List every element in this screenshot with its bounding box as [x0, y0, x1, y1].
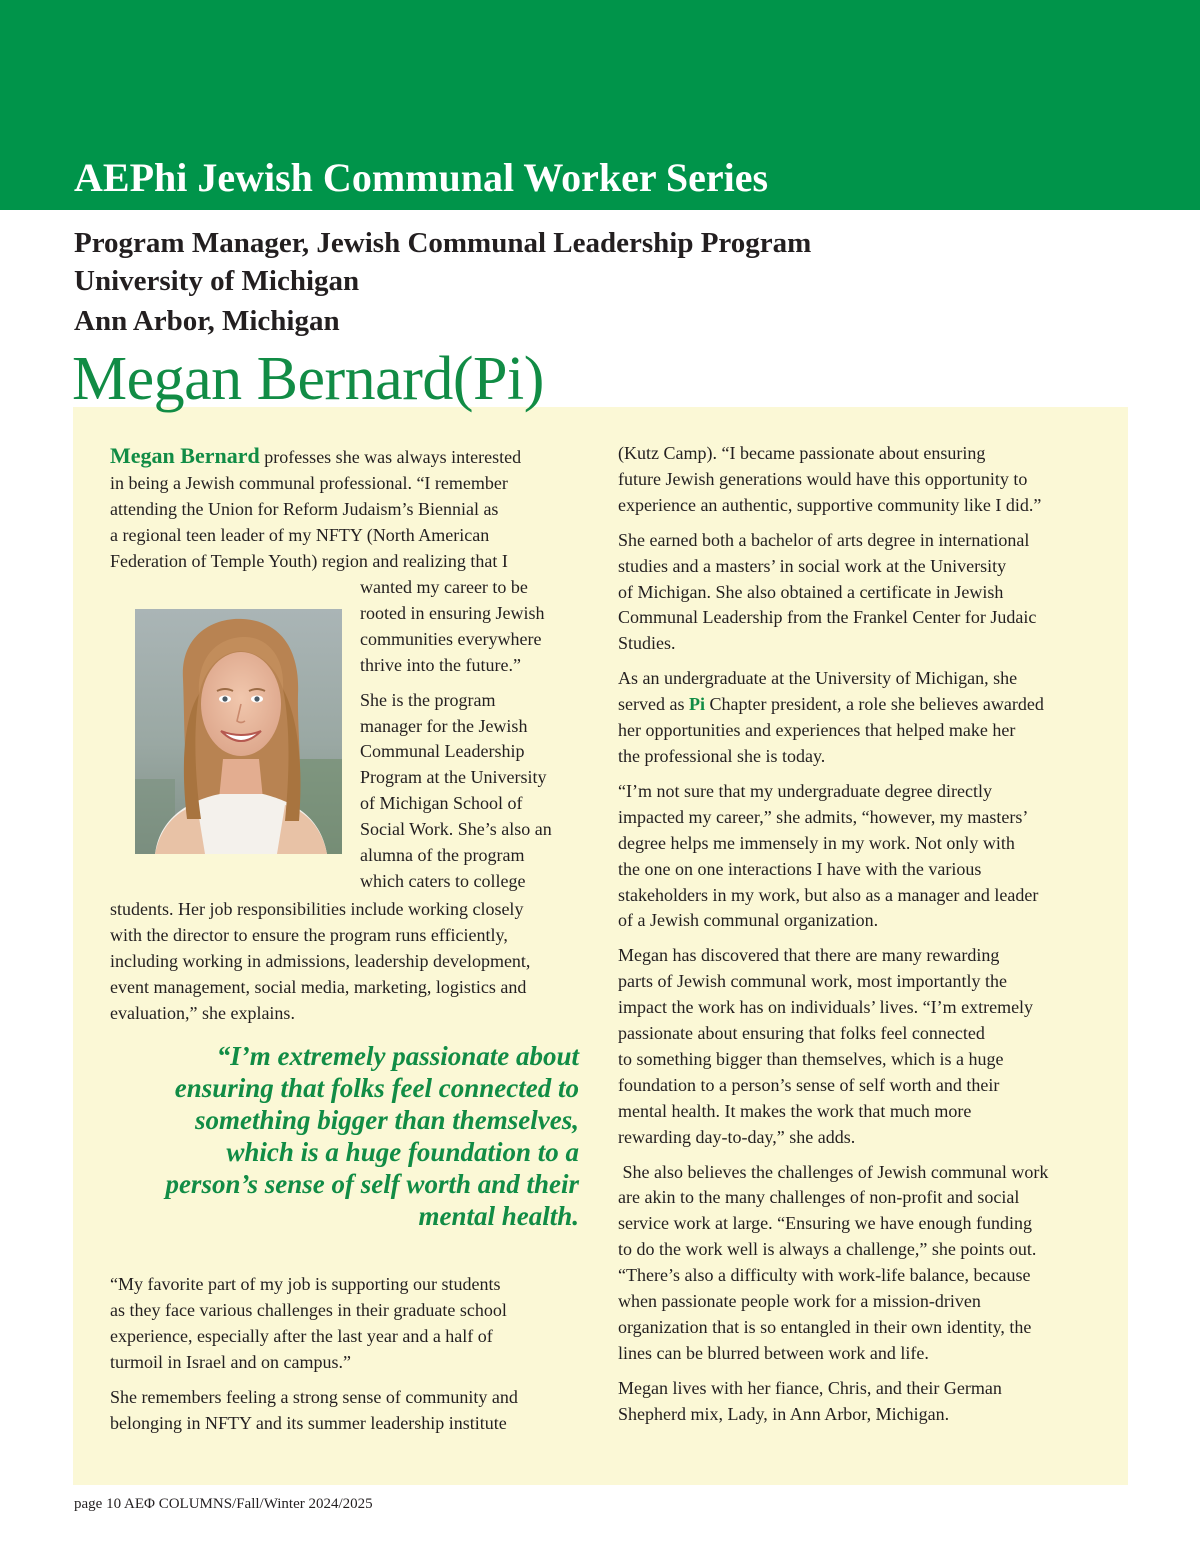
paragraph: Megan has discovered that there are many rewarding parts of Jewish communal work, most importantly the impact the work has on individuals’ lives. “I’m extremely passionate about ensuring that folks feel connected to something bigger than themselves, which is a huge foundation to a person’s sense of self worth and their mental health. It makes the work that much more rewarding day-to-day,” she adds. — [618, 945, 1034, 1147]
paragraph: She is the program manager for the Jewish Communal Leadership Program at the University of Michigan School of Social Work. She’s also an alumna of the program which caters to college — [360, 689, 552, 891]
paragraph: “I’m not sure that my undergraduate degree directly impacted my career,” she admits, “however, my masters’ degree helps me immensely in my work. Not only with the one on one interactions I have with the various stakeholders in my work, but also as a manager and leader of a Jewish communal organization. — [618, 780, 1039, 931]
job-title: Program Manager, Jewish Communal Leadership Program — [74, 227, 812, 259]
article-title: Megan Bernard(Pi) — [72, 345, 544, 413]
series-title: AEPhi Jewish Communal Worker Series — [74, 155, 769, 200]
right-column — [618, 441, 1098, 1437]
intro-first-line: Megan Bernard professes she was always interested — [110, 443, 522, 468]
portrait-photo — [135, 609, 342, 854]
text-line: a regional teen leader of my NFTY (North American — [110, 524, 490, 545]
text-line: attending the Union for Reform Judaism’s Biennial as — [110, 498, 499, 519]
lead-name: Megan Bernard — [110, 443, 260, 468]
left-intro-paragraph — [110, 443, 590, 575]
location: Ann Arbor, Michigan — [74, 305, 340, 337]
paragraph: She remembers feeling a strong sense of community and belonging in NFTY and its summer leadership institute — [110, 1386, 518, 1433]
paragraph: (Kutz Camp). “I became passionate about ensuring future Jewish generations would have this opportunity to experience an authentic, supportive community like I did.” — [618, 443, 1042, 515]
wrapped-text-beside-photo — [360, 575, 585, 895]
text-line: in being a Jewish communal professional. “I remember — [110, 472, 508, 493]
paragraph: “My favorite part of my job is supporting our students as they face various challenges in their graduate school experience, especially after the last year and a half of turmoil in Israel and on campus.” — [110, 1274, 507, 1372]
page-footer: page 10 AEΦ COLUMNS/Fall/Winter 2024/2025 — [74, 1496, 373, 1512]
paragraph: She earned both a bachelor of arts degree in international studies and a masters’ in social work at the University of Michigan. She also obtained a certificate in Jewish Communal Leadership from the Frankel Center for Judaic Studies. — [618, 529, 1037, 654]
organization: University of Michigan — [74, 265, 360, 297]
paragraph: wanted my career to be rooted in ensuring Jewish communities everywhere thrive into the future.” — [360, 577, 545, 675]
pull-quote: “I’m extremely passionate about ensuring that folks feel connected to something bigger than themselves, which is a huge foundation to a person’s sense of self worth and their mental health. — [165, 1041, 579, 1231]
paragraph: Megan lives with her fiance, Chris, and their German Shepherd mix, Lady, in Ann Arbor, Michigan. — [618, 1377, 1002, 1424]
left-paragraph-continued: students. Her job responsibilities include working closely with the director to ensure the program runs efficiently, including working in admissions, leadership development, event management, social media, marketing, logistics and evaluation,” she explains. — [110, 899, 531, 1023]
paragraph: She also believes the challenges of Jewish communal work are akin to the many challenges of non-profit and social service work at large. “Ensuring we have enough funding to do the work well is always a challenge,” she points out. “There’s also a difficulty with work-life balance, because when passionate people work for a mission-driven organization that is so entangled in their own identity, the lines can be blurred between work and life. — [618, 1161, 1049, 1363]
paragraph: As an undergraduate at the University of Michigan, she served as Pi Chapter president, a role she believes awarded her opportunities and experiences that helped make her the professional she is today. — [618, 668, 1044, 766]
chapter-name: Pi — [688, 694, 705, 715]
left-lower-paragraphs — [110, 1272, 590, 1445]
text-line: Federation of Temple Youth) region and realizing that I — [110, 550, 508, 571]
